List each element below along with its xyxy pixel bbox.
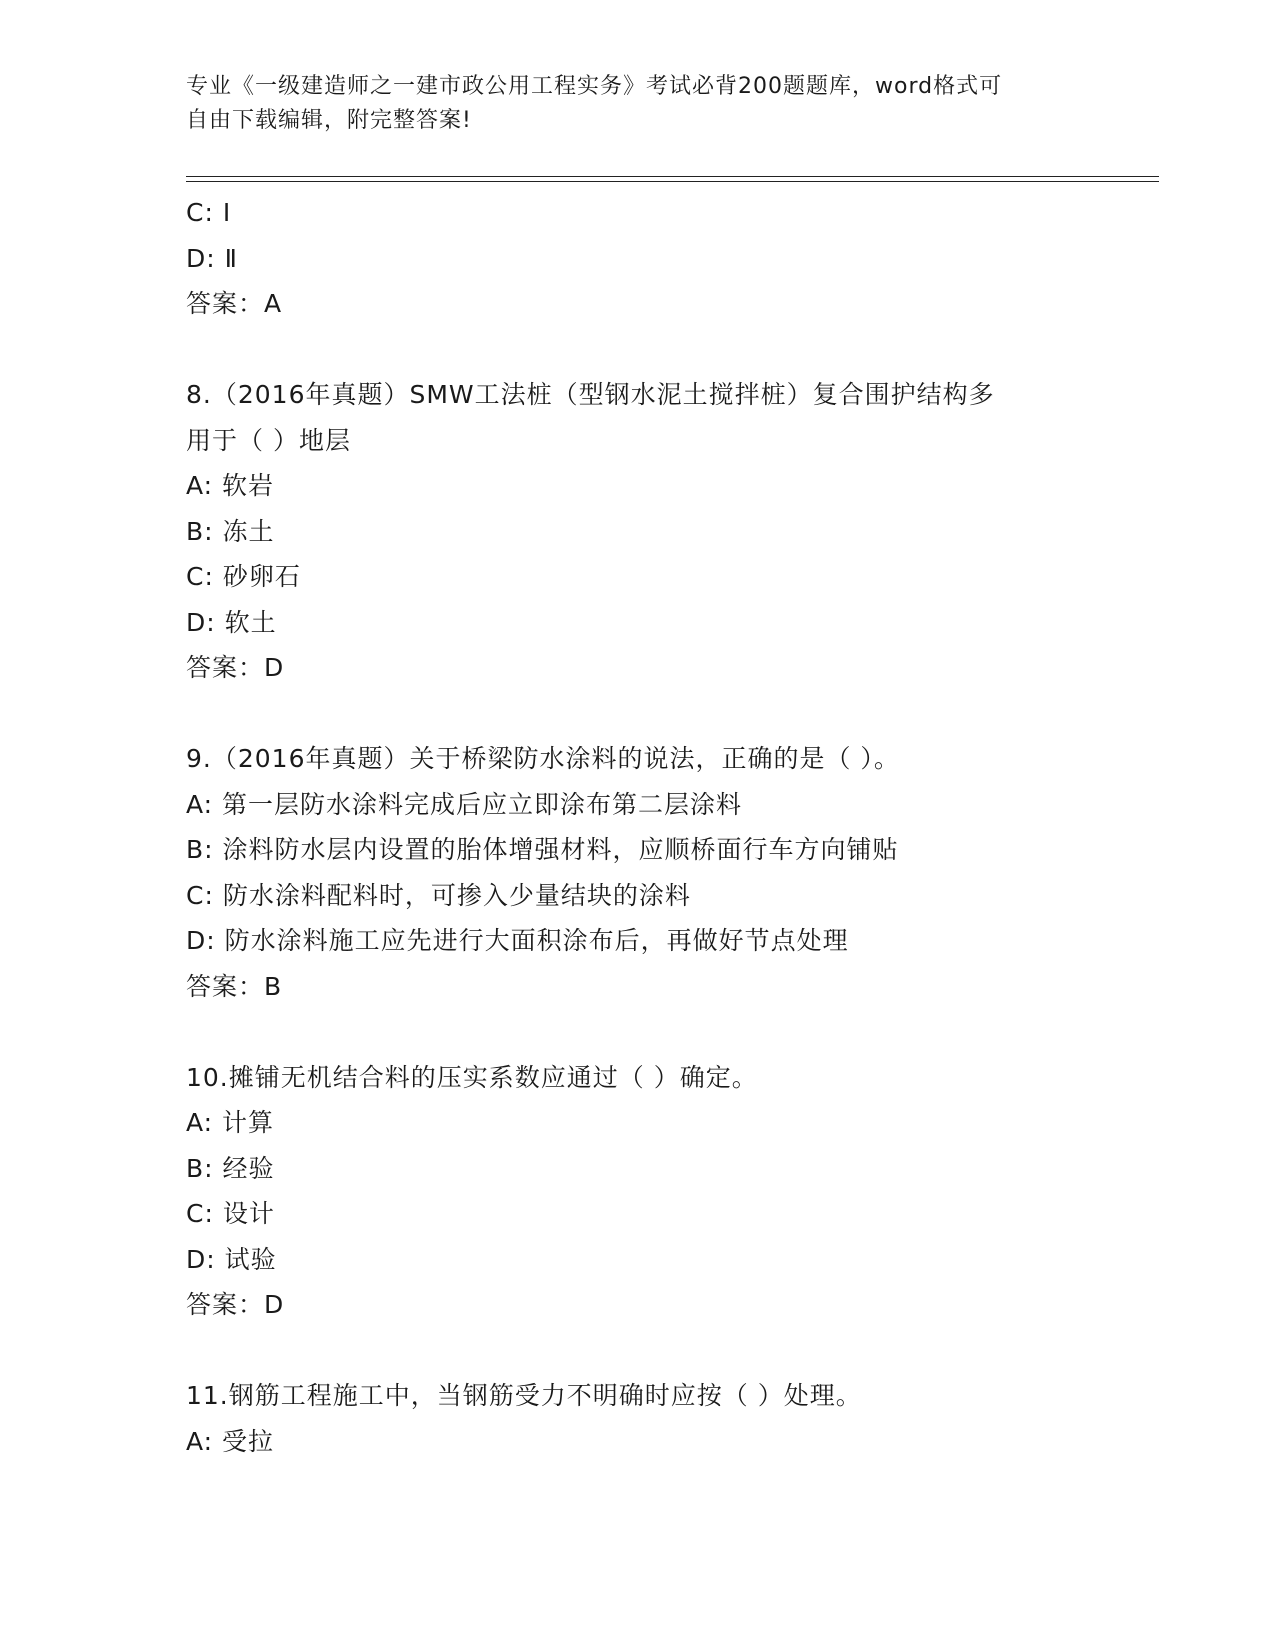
option-a: A: 软岩 [186, 471, 275, 500]
answer: 答案：D [186, 1290, 285, 1319]
question-11 [186, 1373, 1086, 1464]
option-d: D: 试验 [186, 1244, 277, 1274]
question-9 [186, 736, 1086, 1009]
answer: 答案：D [186, 653, 285, 682]
document-body [186, 190, 1086, 1464]
page-header [186, 70, 1086, 138]
question-stem: 9.（2016年真题）关于桥梁防水涂料的说法，正确的是（ ）。 [186, 744, 900, 773]
question-stem: 用于（ ）地层 [186, 425, 351, 455]
option-c: C: 设计 [186, 1199, 275, 1228]
option-b: B: 涂料防水层内设置的胎体增强材料，应顺桥面行车方向铺贴 [186, 835, 899, 864]
question-8 [186, 372, 1086, 691]
question-stem: 8.（2016年真题）SMW工法桩（型钢水泥土搅拌桩）复合围护结构多 [186, 380, 995, 409]
header-line-1: 专业《一级建造师之一建市政公用工程实务》考试必背200题题库，word格式可 [186, 74, 1003, 99]
option-b: B: 冻土 [186, 516, 275, 546]
header-double-rule [186, 176, 1159, 182]
option-c: C: Ⅰ [186, 198, 232, 227]
spacer [186, 1328, 1086, 1374]
header-line-2: 自由下载编辑，附完整答案! [186, 108, 472, 133]
option-d: D: 防水涂料施工应先进行大面积涂布后，再做好节点处理 [186, 926, 849, 955]
answer: 答案：B [186, 971, 283, 1001]
question-stem: 10.摊铺无机结合料的压实系数应通过（ ）确定。 [186, 1062, 758, 1092]
option-d: D: 软土 [186, 607, 277, 637]
spacer [186, 1009, 1086, 1055]
answer: 答案：A [186, 289, 283, 318]
option-a: A: 计算 [186, 1108, 275, 1137]
option-a: A: 第一层防水涂料完成后应立即涂布第二层涂料 [186, 789, 743, 819]
spacer [186, 327, 1086, 373]
question-stem: 11.钢筋工程施工中，当钢筋受力不明确时应按（ ）处理。 [186, 1381, 862, 1410]
option-c: C: 砂卵石 [186, 562, 301, 591]
option-b: B: 经验 [186, 1153, 275, 1183]
question-10 [186, 1055, 1086, 1328]
option-a: A: 受拉 [186, 1426, 275, 1456]
option-c: C: 防水涂料配料时，可掺入少量结块的涂料 [186, 880, 691, 910]
option-d: D: Ⅱ [186, 243, 238, 273]
spacer [186, 691, 1086, 737]
